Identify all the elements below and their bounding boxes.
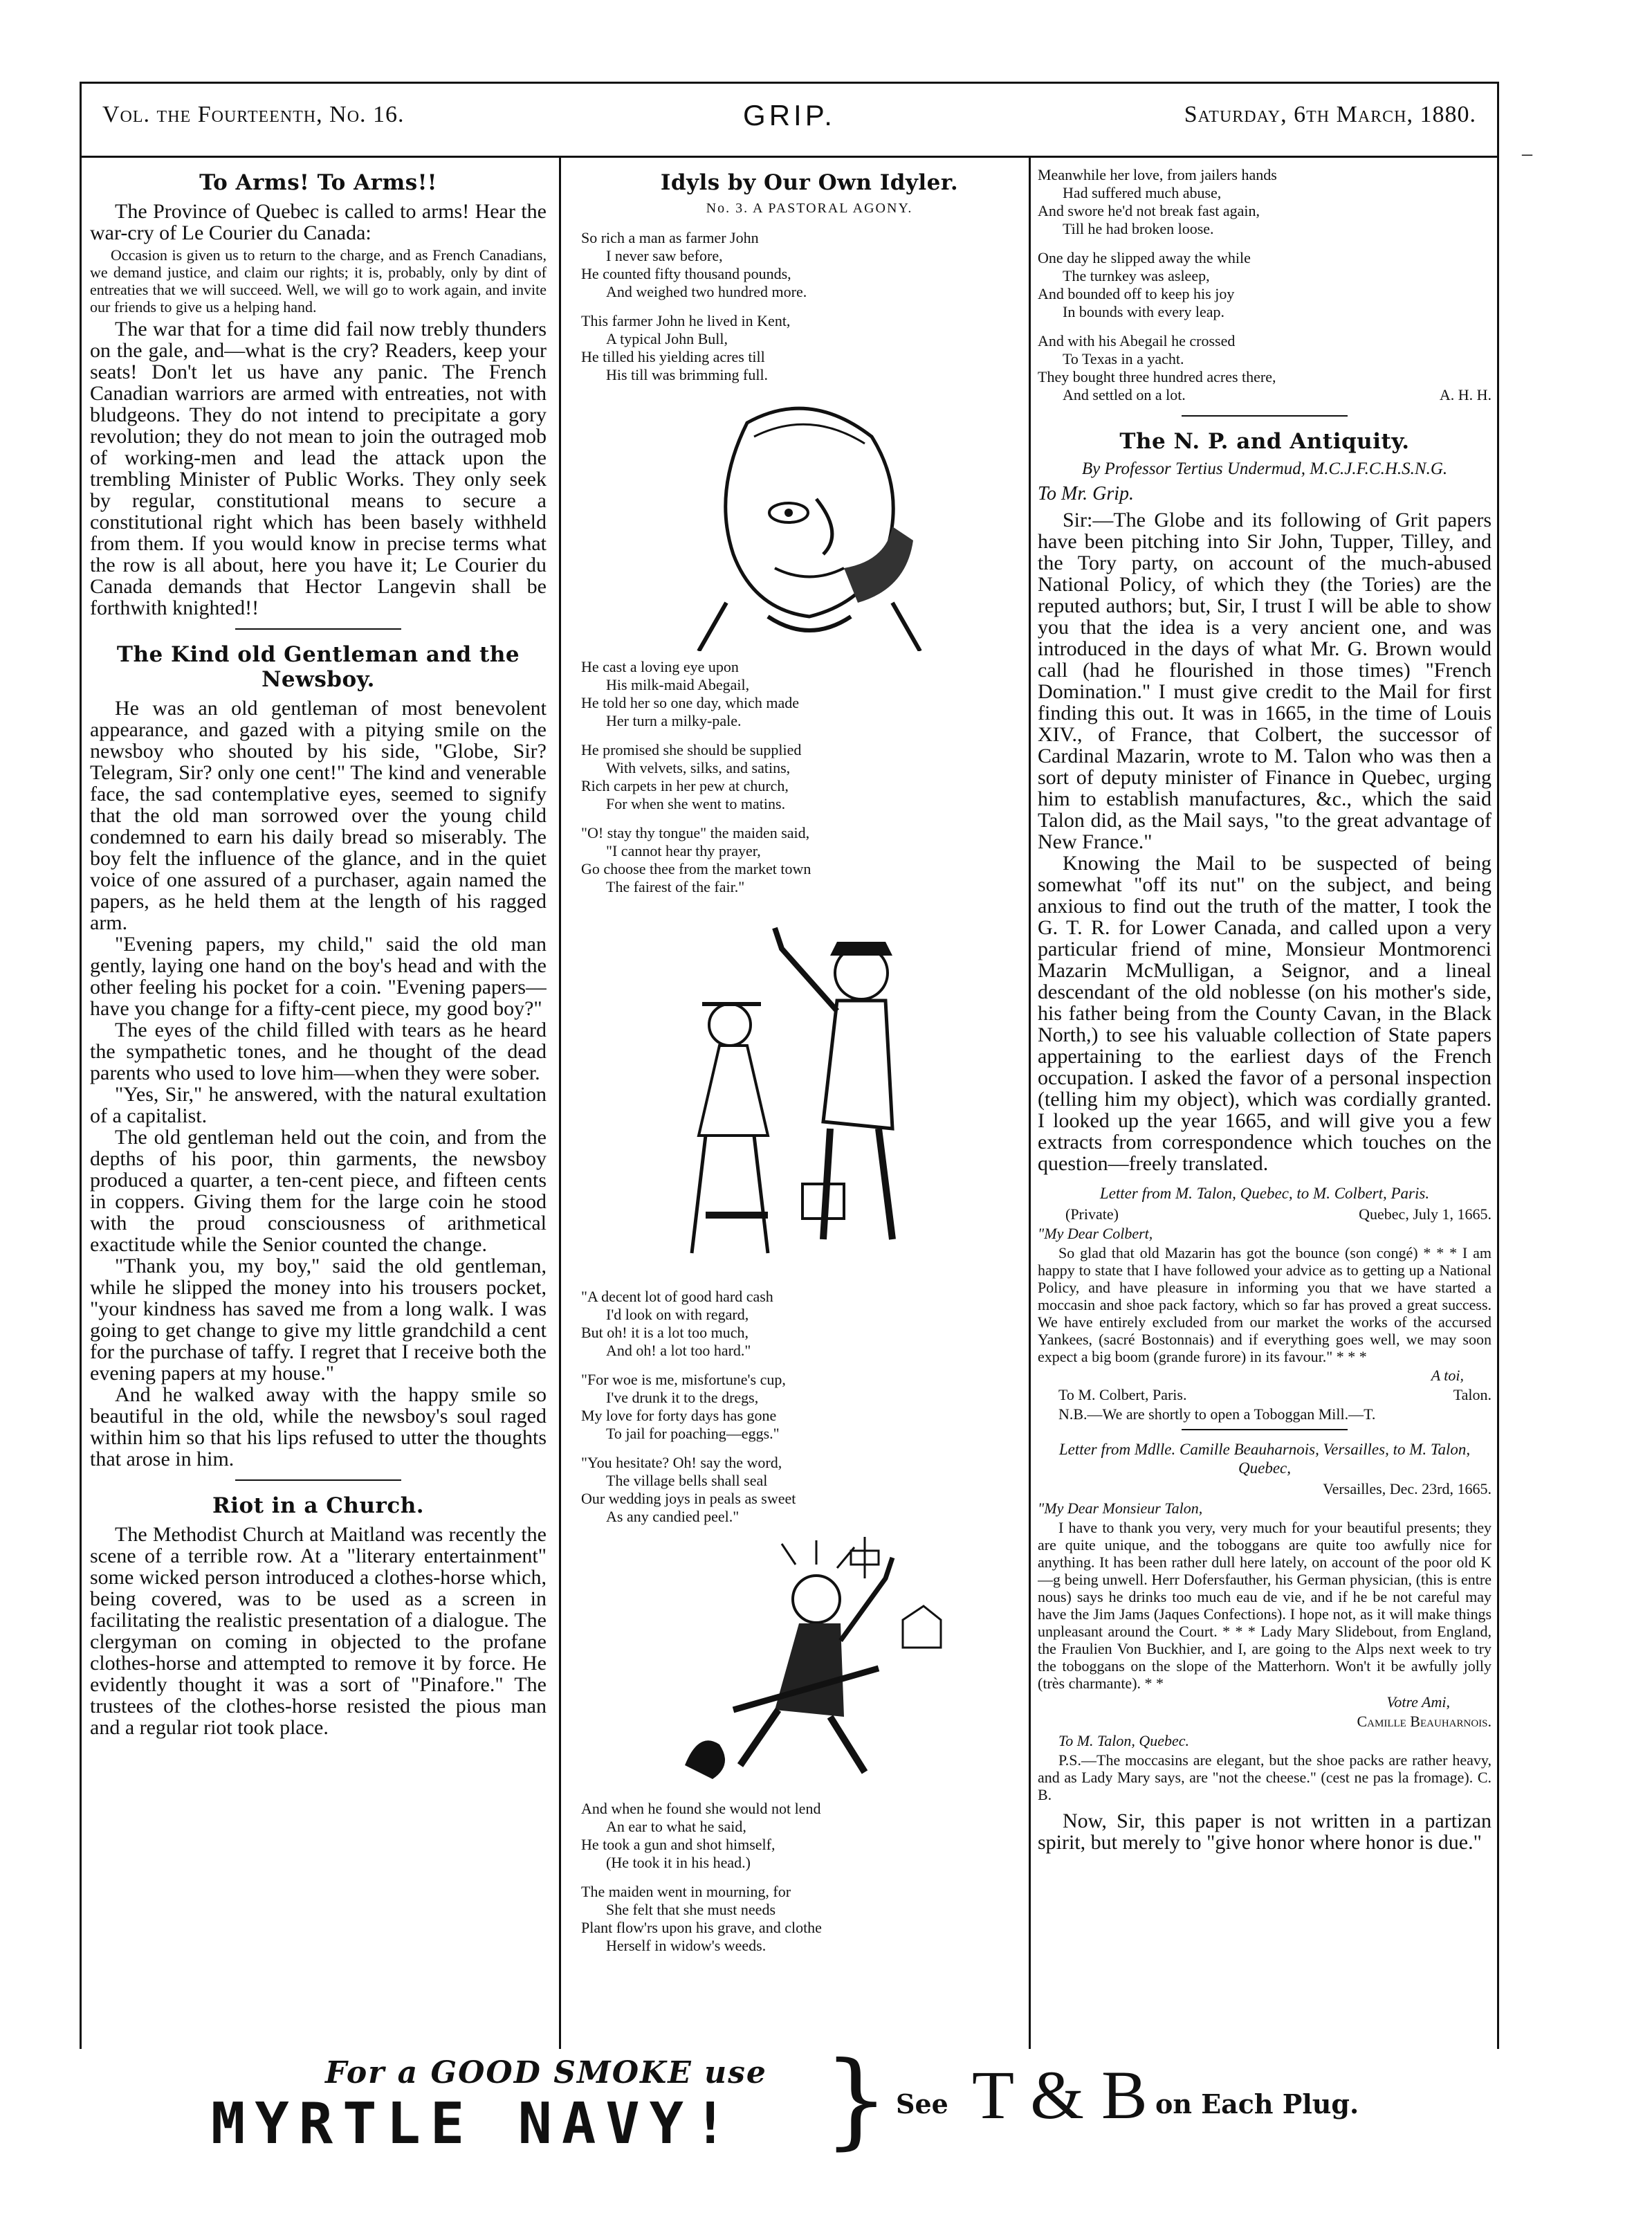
verse-line: As any candied peel." — [606, 1508, 740, 1525]
verse-line: He promised she should be supplied — [581, 741, 802, 758]
article-byline: By Professor Tertius Undermud, M.C.J.F.C.H.S.N.G. — [1081, 459, 1448, 478]
verse-line: I'd look on with regard, — [606, 1306, 749, 1323]
article-paragraph: He was an old gentleman of most benevolent appearance, and gazed with a pitying smile on the newsboy who shouted by his side, "Globe, Sir? Telegram, Sir? only one cent!" The kind and venerable face, the sad contemplative eyes, seemed to signify that the old man sorrowed over the young child condemned to earn his daily bread so miserably. The boy felt the influence of the glance, and in the quiet voice of one assured of a purchaser, again named the papers, as he held them at the length of his ragged arm. — [90, 697, 547, 934]
verse-line: And oh! a lot too hard." — [606, 1342, 751, 1359]
verse-line: One day he slipped away the while — [1038, 249, 1251, 266]
verse-line: Our wedding joys in peals as sweet — [581, 1490, 796, 1507]
ad-trademark: T & B — [972, 2057, 1148, 2133]
poem-stanza — [581, 1454, 1038, 1526]
section-divider — [1182, 415, 1348, 417]
poem-stanza — [581, 312, 1038, 384]
poem-stanza — [1038, 249, 1492, 321]
verse-line: Rich carpets in her pew at church, — [581, 777, 789, 794]
farmer-john-portrait — [685, 395, 934, 651]
article-paragraph: The war that for a time did fail now trebly thunders on the gale, and—what is the cry? Readers, keep your seats! Don't let us have any panic. The French Canadian warriors are armed with entreaties, not with bludgeons. They do not intend to precipitate a gory revolution; they do not mean to join the outraged mob of working-men and lead the attack upon the trembling Minister of Public Works. They only seek by regular, constitutional means to secure a constitutional right which has been basely withheld from them. If you would know in precise terms what the row is all about, here you have it; Le Courier du Canada demands that Hector Langevin shall be forthwith knighted!! — [90, 318, 547, 619]
poem-stanza — [581, 1371, 1038, 1443]
letter-salutation: "My Dear Colbert, — [1038, 1225, 1153, 1242]
poem-stanza — [581, 1883, 1038, 1955]
article-paragraph: The Province of Quebec is called to arms! Hear the war-cry of Le Courier du Canada: — [90, 200, 547, 244]
verse-line: I've drunk it to the dregs, — [606, 1389, 759, 1406]
ad-see: See — [896, 2088, 948, 2120]
verse-line: Meanwhile her love, from jailers hands — [1038, 166, 1277, 183]
poem-title: Idyls by Our Own Idyler. — [660, 170, 959, 195]
verse-line: He tilled his yielding acres till — [581, 348, 765, 365]
poem-stanza — [581, 229, 1038, 301]
verse-line: Till he had broken loose. — [1063, 220, 1214, 237]
verse-line — [1038, 386, 1492, 404]
ad-tagline: For a GOOD SMOKE use — [325, 2055, 767, 2090]
article-paragraph: And he walked away with the happy smile so beautiful in the old, while the newsboy's soul raged within him so that his lips refused to utter the thoughts that arose in him. — [90, 1383, 547, 1470]
verse-line: He took a gun and shot himself, — [581, 1836, 775, 1853]
poem-stanza — [581, 824, 1038, 896]
verse-line: The maiden went in mourning, for — [581, 1883, 791, 1900]
verse-line: And weighed two hundred more. — [606, 283, 807, 300]
poem-stanza — [1038, 166, 1492, 238]
verse-line: "A decent lot of good hard cash — [581, 1288, 773, 1305]
letter-body: So glad that old Mazarin has got the bounce (son congé) * * * I am happy to state that I have followed your advice as to getting up a National Policy, and have pleasure in informing you that we have started a moccasin and shoe pack factory, which so far has proved a great success. We have entirely excluded from our market the works of the accursed Yankees, (sacré Bostonnais) and if everything goes well, we may soon expect a big boom (grande furore) in its favour." * * * — [1038, 1244, 1492, 1365]
ad-plug-text: on Each Plug. — [1155, 2088, 1359, 2120]
letter-heading: Letter from M. Talon, Quebec, to M. Colbert, Paris. — [1099, 1185, 1430, 1202]
farmer-shooting-illustration — [657, 1537, 962, 1793]
article-paragraph: "Yes, Sir," he answered, with the natural exultation of a capitalist. — [90, 1083, 547, 1127]
article-paragraph: "Evening papers, my child," said the old man gently, laying one hand on the boy's head and with the other feeling his pocket for a coin. "Evening papers—have you change for a fifty-cent piece, my good boy?" — [90, 933, 547, 1020]
verse-line-text: And settled on a lot. — [1063, 386, 1186, 403]
verse-line: "You hesitate? Oh! say the word, — [581, 1454, 782, 1471]
ad-brace: } — [823, 2040, 890, 2160]
verse-line: This farmer John he lived in Kent, — [581, 312, 791, 329]
letter-private: (Private) — [1065, 1205, 1119, 1223]
letter-salutation: "My Dear Monsieur Talon, — [1038, 1500, 1203, 1517]
verse-line: He counted fifty thousand pounds, — [581, 265, 791, 282]
letter-date: Quebec, July 1, 1665. — [1359, 1205, 1492, 1223]
verse-line: I never saw before, — [606, 247, 723, 264]
margin-mark: – — [1522, 142, 1532, 165]
advertisement-banner — [80, 2040, 1499, 2166]
verse-line: They bought three hundred acres there, — [1038, 368, 1276, 385]
article-title: The N. P. and Antiquity. — [1119, 429, 1410, 454]
letter-signature: Camille Beauharnois. — [1357, 1713, 1492, 1730]
article-title: The Kind old Gentleman and the Newsboy. — [116, 642, 520, 692]
article-paragraph: The Methodist Church at Maitland was recently the scene of a terrible row. At a "literary entertainment" some wicked person introduced a clothes-horse which, being covered, was to be used as a screen in facilitating the realistic presentation of a dialogue. The clergyman on coming in objected to the profane clothes-horse and attempted to remove it by force. He evidently thought it was a sort of "Pinafore." The trustees of the clothes-horse resisted the pious man and a regular riot took place. — [90, 1523, 547, 1739]
section-divider — [235, 1479, 401, 1481]
article-title: To Arms! To Arms!! — [199, 170, 437, 195]
poem-stanza — [1038, 332, 1492, 404]
verse-line: The village bells shall seal — [606, 1472, 768, 1489]
section-divider — [235, 628, 401, 630]
verse-line: His milk-maid Abegail, — [606, 676, 750, 693]
verse-line: Herself in widow's weeds. — [606, 1937, 767, 1954]
verse-line: In bounds with every leap. — [1063, 303, 1224, 320]
letter-signature: Talon. — [1453, 1386, 1492, 1403]
letter-body: I have to thank you very, very much for your beautiful presents; they are quite unique, and the toboggans are quite too awfully nice for anything. It has been rather dull here lately, on account of the poor old K—g being unwell. Herr Dofersfauther, his German physician, (this is entre nous) says he drinks too much eau de vie, and if he be not careful may have the Jim Jams (Jaques Confections). I hope not, as it will make things unpleasant around the Court. * * * Lady Mary Slidebout, from England, the Fraulien Von Buckhier, and I, are going to the Alps next week to try the toboggans on the slope of the Matterhorn. Won't it be awfully jolly (très charmante). * * — [1038, 1519, 1492, 1692]
article-title: Riot in a Church. — [212, 1493, 425, 1518]
volume-number: Vol. the Fourteenth, No. 16. — [102, 102, 405, 127]
poem-stanza — [581, 658, 1038, 730]
letter-address — [1038, 1386, 1492, 1404]
letter-date: Versailles, Dec. 23rd, 1665. — [1323, 1480, 1492, 1497]
letter-heading: Letter from Mdlle. Camille Beauharnois, Versailles, to M. Talon, Quebec, — [1058, 1441, 1471, 1477]
letter-closing: A toi, — [1431, 1367, 1464, 1384]
poem-signature: A. H. H. — [1439, 386, 1492, 403]
verse-line: He cast a loving eye upon — [581, 658, 739, 675]
verse-line: "I cannot hear thy prayer, — [606, 842, 761, 859]
verse-line: To jail for poaching—eggs." — [606, 1425, 780, 1442]
column-3 — [1038, 166, 1492, 2045]
paper-title: GRIP. — [743, 99, 836, 131]
section-divider — [1182, 1429, 1348, 1430]
verse-line: And when he found she would not lend — [581, 1800, 821, 1817]
verse-line: Had suffered much abuse, — [1063, 184, 1222, 201]
letter-dateline — [1038, 1205, 1492, 1223]
letter-recipient: To M. Colbert, Paris. — [1058, 1386, 1187, 1403]
article-salutation: To Mr. Grip. — [1038, 483, 1135, 504]
verse-line: For when she went to matins. — [606, 795, 786, 812]
article-paragraph: Knowing the Mail to be suspected of being somewhat "off its nut" on the subject, and being anxious to find out the truth of the matter, I took the G. T. R. for Lower Canada, and called upon a very particular friend of mine, Monsieur Montmorenci Mazarin McMulligan, a Seignor, and a lineal descendant of the old noblesse (on his mother's side, his father being from the County Cavan, in the Black North,) to see his valuable collection of State papers appertaining to the earliest days of the French occupation. I asked the favor of a personal inspection (telling him my object), which was cordially granted. I looked up the year 1665, and will give you a few extracts from correspondence which touches on the question—freely translated. — [1038, 852, 1492, 1175]
verse-line: But oh! it is a lot too much, — [581, 1324, 749, 1341]
article-quote: Occasion is given us to return to the charge, and as French Canadians, we demand justice, and claim our rights; it is, probably, only by dint of entreaties that we will succeed. Well, we will go to work again, and invite our friends to give us a helping hand. — [90, 246, 547, 316]
letter-closing: Votre Ami, — [1386, 1693, 1450, 1711]
column-2 — [581, 166, 1038, 2045]
verse-line: He told her so one day, which made — [581, 694, 800, 711]
farmer-and-milkmaid-illustration — [664, 907, 955, 1281]
verse-line: And swore he'd not break fast again, — [1038, 202, 1260, 219]
verse-line: She felt that she must needs — [606, 1901, 776, 1918]
verse-line: The fairest of the fair." — [606, 878, 745, 895]
verse-line: To Texas in a yacht. — [1063, 350, 1184, 367]
poem-stanza — [581, 741, 1038, 813]
issue-date: Saturday, 6th March, 1880. — [1184, 102, 1476, 127]
poem-stanza — [581, 1800, 1038, 1872]
article-paragraph: "Thank you, my boy," said the old gentleman, while he slipped the money into his trousers pocket, "your kindness has saved me from a long walk. I was going to get change to give my little grandchild a cent for the purchase of taffy. I regret that I receive both the evening papers at my house." — [90, 1255, 547, 1385]
verse-line: "For woe is me, misfortune's cup, — [581, 1371, 786, 1388]
ad-brand-name: MYRTLE NAVY! — [211, 2091, 737, 2157]
article-paragraph: The old gentleman held out the coin, and from the depths of his poor, thin garments, the newsboy produced a quarter, a ten-cent piece, and fifteen cents in coppers. Giving them for the large coin he stood with the proud consciousness of arithmetical exactitude while the Senior counted the change. — [90, 1126, 547, 1256]
verse-line: An ear to what he said, — [606, 1818, 746, 1835]
verse-line: Plant flow'rs upon his grave, and clothe — [581, 1919, 822, 1936]
article-paragraph: The eyes of the child filled with tears as he heard the sympathetic tones, and he thought of the dead parents who used to love him—when they were sober. — [90, 1019, 547, 1084]
verse-line: With velvets, silks, and satins, — [606, 759, 791, 776]
verse-line: The turnkey was asleep, — [1063, 267, 1210, 284]
letter-postscript: P.S.—The moccasins are elegant, but the shoe packs are rather heavy, and as Lady Mary says, are "not the cheese." (cest ne pas la fromage). C. B. — [1038, 1751, 1492, 1803]
poem-subtitle: No. 3. A PASTORAL AGONY. — [706, 201, 913, 216]
verse-line: So rich a man as farmer John — [581, 229, 759, 246]
poem-stanza — [581, 1288, 1038, 1360]
column-rule — [559, 156, 561, 2049]
verse-line: And bounded off to keep his joy — [1038, 285, 1235, 302]
verse-line: A typical John Bull, — [606, 330, 728, 347]
article-paragraph: Sir:—The Globe and its following of Grit papers have been pitching into Sir John, Tupper, Tilley, and the Tory party, on account of the much-abused National Policy, of which they (the Tories) are the reputed authors; but, Sir, I trust I will be able to show you that the idea is a very ancient one, and was introduced in the days of what Mr. G. Brown would call (had he flourished in those times) "French Domination." I must give credit to the Mail for first finding this out. It was in 1665, in the time of Louis XIV., of France, that Colbert, the successor of Cardinal Mazarin, wrote to M. Talon who was then a sort of deputy minister of Finance in Quebec, urging him to establish manufactures, &c., which the said Talon did, as the Mail says, "to the great advantage of New France." — [1038, 509, 1492, 853]
verse-line: And with his Abegail he crossed — [1038, 332, 1236, 349]
verse-line: Go choose thee from the market town — [581, 860, 811, 877]
article-paragraph: Now, Sir, this paper is not written in a partizan spirit, but merely to "give honor where honor is due." — [1038, 1810, 1492, 1854]
verse-line: His till was brimming full. — [606, 366, 769, 383]
verse-line: (He took it in his head.) — [606, 1854, 751, 1871]
letter-postscript: N.B.—We are shortly to open a Toboggan Mill.—T. — [1058, 1405, 1376, 1423]
masthead — [80, 82, 1499, 158]
verse-line: "O! stay thy tongue" the maiden said, — [581, 824, 810, 841]
column-1 — [90, 166, 547, 2045]
verse-line: Her turn a milky-pale. — [606, 712, 742, 729]
verse-line: My love for forty days has gone — [581, 1407, 777, 1424]
letter-recipient: To M. Talon, Quebec. — [1058, 1732, 1190, 1749]
